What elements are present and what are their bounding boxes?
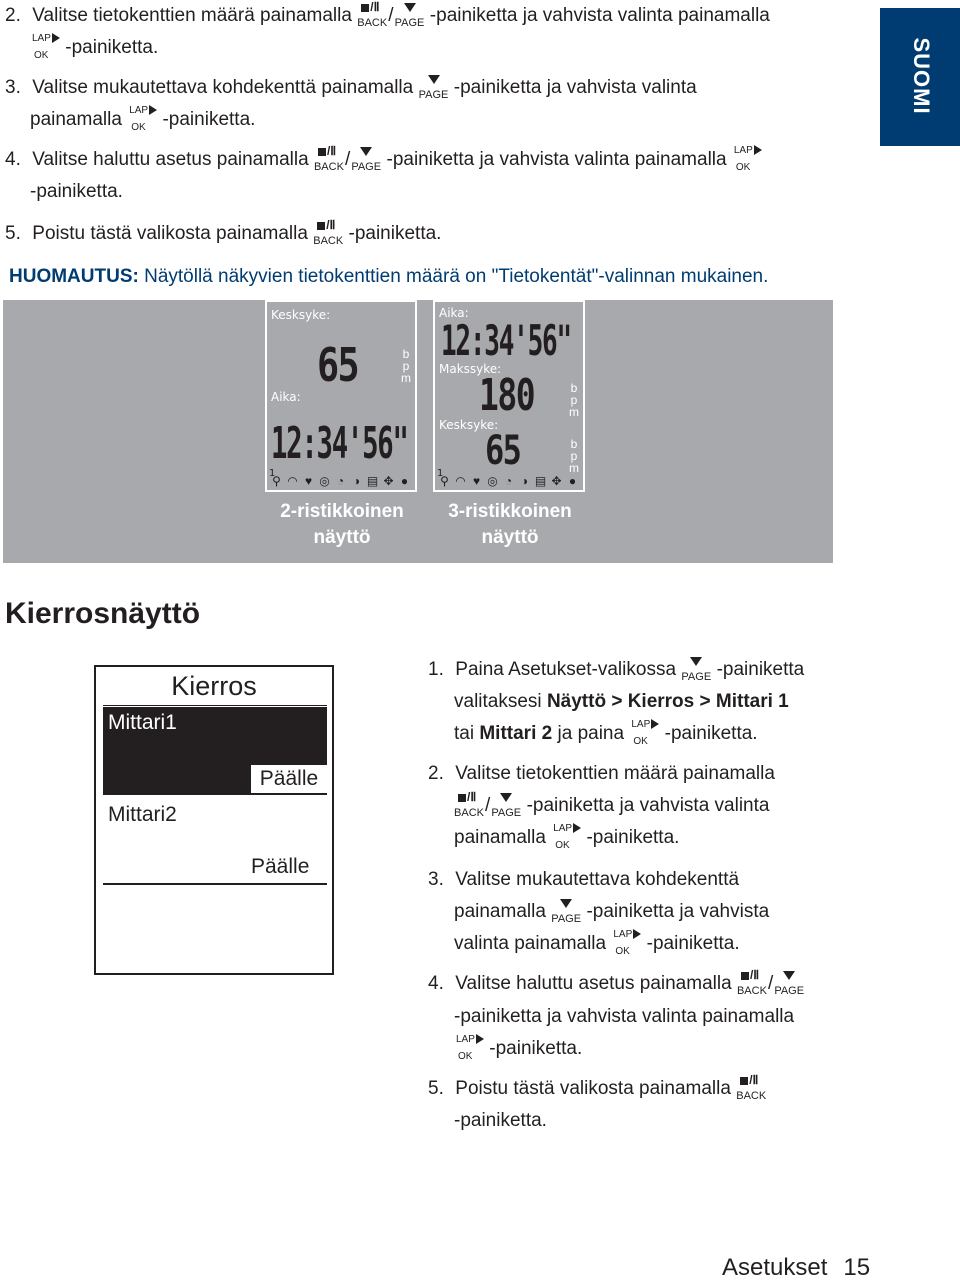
back-button-icon: /Ⅱ BACK xyxy=(454,790,484,819)
top-step-3-line2: painamalla LAP OK -painiketta. xyxy=(30,104,255,136)
navigation-icon: ✥ xyxy=(551,474,562,488)
back-button-icon: /Ⅱ BACK xyxy=(736,1072,767,1102)
menu-row-value: Päälle xyxy=(251,855,310,878)
wifi-icon: ◠ xyxy=(287,474,298,488)
two-grid-screen xyxy=(265,300,417,492)
gauge-icon: ◑ xyxy=(520,474,529,488)
screen-field-value: 65 xyxy=(485,428,521,474)
menu-row-label: Mittari2 xyxy=(108,803,177,826)
screen-field-label: Kesksyke: xyxy=(271,308,331,322)
right-step-5-line1: 5. Poistu tästä valikosta painamalla /Ⅱ BACK xyxy=(428,1072,767,1102)
bike-icon: ⚲ xyxy=(272,474,281,488)
lap-ok-button-icon: LAP OK xyxy=(611,928,641,960)
right-step-1-line1: 1. Paina Asetukset-valikossa PAGE -painiketta xyxy=(428,654,804,686)
gauge-icon: ◑ xyxy=(352,474,361,488)
page-footer xyxy=(722,1254,870,1282)
note-label: HUOMAUTUS: xyxy=(9,266,139,287)
wifi-icon: ◠ xyxy=(455,474,466,488)
unit-bpm: b p m xyxy=(569,437,579,475)
back-button-icon: /Ⅱ BACK xyxy=(313,217,344,247)
unit-bpm: b p m xyxy=(401,347,411,385)
lap-ok-button-icon: LAP OK xyxy=(551,822,581,854)
screen-field-value: 12:34'56" xyxy=(441,316,571,365)
menu-row-mittari1 xyxy=(103,707,327,795)
right-step-4-line3: LAP OK -painiketta. xyxy=(454,1033,582,1065)
page-button-icon: PAGE xyxy=(681,655,711,685)
status-icon-row xyxy=(270,475,411,488)
right-step-5-line2: -painiketta. xyxy=(454,1110,547,1131)
screen-field-label: Aika: xyxy=(271,390,301,404)
screen-field-value: 180 xyxy=(479,370,535,421)
page-button-icon: PAGE xyxy=(351,145,381,175)
lap-ok-button-icon: LAP OK xyxy=(629,718,659,750)
three-grid-caption: 3-ristikkoinen näyttö xyxy=(448,501,572,548)
right-step-1-line2: valitaksesi Näyttö > Kierros > Mittari 1 xyxy=(454,691,789,712)
page-button-icon: PAGE xyxy=(419,73,449,103)
screen-field-label: Kesksyke: xyxy=(439,418,499,432)
three-grid-screen xyxy=(433,300,585,492)
top-step-2-line2: LAP OK -painiketta. xyxy=(30,32,158,64)
top-step-2-line1: 2. Valitse tietokenttien määrä painamalla /Ⅱ BACK / PAGE -painiketta ja vahvista valinta painamalla xyxy=(5,0,770,29)
page-button-icon: PAGE xyxy=(395,1,425,31)
back-button-icon: /Ⅱ BACK xyxy=(736,968,767,997)
top-step-3-line1: 3. Valitse mukautettava kohdekenttä painamalla PAGE -painiketta ja vahvista valinta xyxy=(5,72,697,104)
top-step-5: 5. Poistu tästä valikosta painamalla /Ⅱ BACK -painiketta. xyxy=(5,217,442,247)
right-step-2-line1: 2. Valitse tietokenttien määrä painamalla xyxy=(428,763,775,784)
two-grid-caption: 2-ristikkoinen näyttö xyxy=(280,501,404,548)
right-step-2-line3: painamalla LAP OK -painiketta. xyxy=(454,822,679,854)
cadence-icon: ◎ xyxy=(487,474,498,488)
language-tab-label: SUOMI xyxy=(909,37,934,115)
right-step-4-line1: 4. Valitse haluttu asetus painamalla /Ⅱ BACK / PAGE xyxy=(428,968,805,997)
menu-row-label: Mittari1 xyxy=(108,711,177,734)
page-number: 1 xyxy=(269,468,276,479)
speed-icon: ◔ xyxy=(336,474,345,488)
lap-device-screen xyxy=(94,665,334,975)
top-step-4-line2: -painiketta. xyxy=(30,181,123,202)
document-icon: ▤ xyxy=(366,474,379,488)
lap-ok-button-icon: LAP OK xyxy=(30,32,60,64)
power-icon: ● xyxy=(568,474,577,488)
screen-field-label: Makssyke: xyxy=(439,362,502,376)
section-title: Kierrosnäyttö xyxy=(5,597,201,630)
divider xyxy=(103,705,327,706)
cadence-icon: ◎ xyxy=(319,474,330,488)
right-step-3-line2: painamalla PAGE -painiketta ja vahvista xyxy=(454,896,769,928)
page-number: 1 xyxy=(437,468,444,479)
back-button-icon: /Ⅱ BACK xyxy=(313,144,344,173)
screen-field-value: 65 xyxy=(317,338,359,392)
page-button-icon: PAGE xyxy=(491,791,521,821)
page-number: 15 xyxy=(843,1254,871,1281)
heart-icon: ♥ xyxy=(472,474,481,488)
lap-ok-button-icon: LAP OK xyxy=(127,104,157,136)
document-icon: ▤ xyxy=(534,474,547,488)
heart-icon: ♥ xyxy=(304,474,313,488)
status-icon-row xyxy=(438,475,579,488)
bike-icon: ⚲ xyxy=(440,474,449,488)
footer-section: Asetukset xyxy=(722,1254,828,1281)
page-button-icon: PAGE xyxy=(774,969,804,999)
power-icon: ● xyxy=(400,474,409,488)
back-button-icon: /Ⅱ BACK xyxy=(357,0,388,29)
right-step-2-line2: /Ⅱ BACK / PAGE -painiketta ja vahvista valinta xyxy=(454,790,770,819)
page-button-icon: PAGE xyxy=(551,897,581,927)
divider xyxy=(103,883,327,885)
unit-bpm: b p m xyxy=(569,381,579,419)
right-step-3-line3: valinta painamalla LAP OK -painiketta. xyxy=(454,928,740,960)
top-step-4-line1: 4. Valitse haluttu asetus painamalla /Ⅱ BACK / PAGE -painiketta ja vahvista valinta painamalla LAP OK xyxy=(5,144,762,176)
menu-row-value: Päälle xyxy=(251,765,327,793)
lap-ok-button-icon: LAP OK xyxy=(732,144,762,176)
lap-ok-button-icon: LAP OK xyxy=(454,1033,484,1065)
right-step-4-line2: -painiketta ja vahvista valinta painamalla xyxy=(454,1006,795,1027)
right-step-3-line1: 3. Valitse mukautettava kohdekenttä xyxy=(428,869,740,890)
screen-field-value: 12:34'56" xyxy=(271,418,408,469)
device-screen-title: Kierros xyxy=(171,671,257,701)
navigation-icon: ✥ xyxy=(383,474,394,488)
speed-icon: ◔ xyxy=(504,474,513,488)
screen-field-label: Aika: xyxy=(439,306,469,320)
screen-examples-panel xyxy=(3,300,833,563)
right-step-1-line3: tai Mittari 2 ja paina LAP OK -painiketta. xyxy=(454,718,758,750)
note-text: HUOMAUTUS: Näytöllä näkyvien tietokenttien määrä on "Tietokentät"-valinnan mukainen. xyxy=(9,266,769,287)
